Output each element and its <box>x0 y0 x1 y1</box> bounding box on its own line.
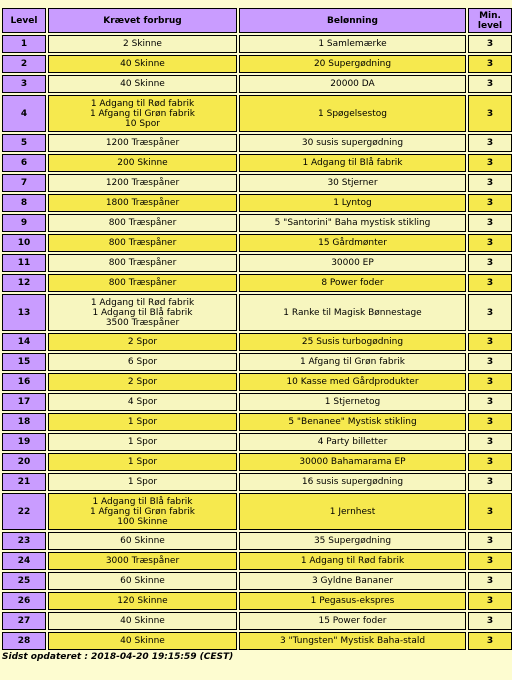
level-cell: 10 <box>2 234 46 252</box>
rewards-table <box>0 6 512 652</box>
reward-cell: 8 Power foder <box>239 274 466 292</box>
min-level-cell: 3 <box>468 552 512 570</box>
level-cell: 8 <box>2 194 46 212</box>
reward-cell: 1 Lyntog <box>239 194 466 212</box>
reward-cell: 10 Kasse med Gårdprodukter <box>239 373 466 391</box>
level-cell: 1 <box>2 35 46 53</box>
reward-cell: 30 susis supergødning <box>239 134 466 152</box>
min-level-cell: 3 <box>468 294 512 331</box>
reward-cell: 1 Ranke til Magisk Bønnestage <box>239 294 466 331</box>
header-reward: Belønning <box>239 8 466 33</box>
table-row <box>2 234 512 252</box>
reward-cell: 5 "Santorini" Baha mystisk stikling <box>239 214 466 232</box>
table-row <box>2 473 512 491</box>
level-cell: 22 <box>2 493 46 530</box>
level-cell: 23 <box>2 532 46 550</box>
cost-cell: 2 Spor <box>48 333 237 351</box>
table-row <box>2 612 512 630</box>
min-level-cell: 3 <box>468 174 512 192</box>
min-level-cell: 3 <box>468 572 512 590</box>
level-cell: 25 <box>2 572 46 590</box>
cost-cell: 120 Skinne <box>48 592 237 610</box>
table-row <box>2 413 512 431</box>
cost-cell: 1 Adgang til Rød fabrik 1 Adgang til Blå fabrik 3500 Træspåner <box>48 294 237 331</box>
cost-cell: 1200 Træspåner <box>48 134 237 152</box>
level-cell: 3 <box>2 75 46 93</box>
table-row <box>2 95 512 132</box>
cost-cell: 1 Adgang til Rød fabrik 1 Afgang til Grøn fabrik 10 Spor <box>48 95 237 132</box>
min-level-cell: 3 <box>468 55 512 73</box>
level-cell: 9 <box>2 214 46 232</box>
table-row <box>2 433 512 451</box>
header-row <box>2 8 512 33</box>
table-row <box>2 353 512 371</box>
level-cell: 4 <box>2 95 46 132</box>
level-cell: 24 <box>2 552 46 570</box>
cost-cell: 2 Spor <box>48 373 237 391</box>
level-cell: 2 <box>2 55 46 73</box>
min-level-cell: 3 <box>468 393 512 411</box>
table-row <box>2 333 512 351</box>
level-cell: 12 <box>2 274 46 292</box>
cost-cell: 4 Spor <box>48 393 237 411</box>
table-row <box>2 194 512 212</box>
cost-cell: 40 Skinne <box>48 55 237 73</box>
cost-cell: 800 Træspåner <box>48 214 237 232</box>
reward-cell: 35 Supergødning <box>239 532 466 550</box>
cost-cell: 800 Træspåner <box>48 254 237 272</box>
cost-cell: 40 Skinne <box>48 75 237 93</box>
min-level-cell: 3 <box>468 532 512 550</box>
last-updated: Sidst opdateret : 2018-04-20 19:15:59 (CEST) <box>2 652 234 662</box>
level-cell: 11 <box>2 254 46 272</box>
cost-cell: 1 Spor <box>48 413 237 431</box>
reward-cell: 15 Power foder <box>239 612 466 630</box>
cost-cell: 6 Spor <box>48 353 237 371</box>
reward-cell: 30 Stjerner <box>239 174 466 192</box>
reward-cell: 25 Susis turbogødning <box>239 333 466 351</box>
min-level-cell: 3 <box>468 194 512 212</box>
reward-cell: 1 Afgang til Grøn fabrik <box>239 353 466 371</box>
level-cell: 13 <box>2 294 46 331</box>
min-level-cell: 3 <box>468 473 512 491</box>
level-cell: 21 <box>2 473 46 491</box>
table-body <box>2 35 512 650</box>
cost-cell: 1 Spor <box>48 473 237 491</box>
cost-cell: 200 Skinne <box>48 154 237 172</box>
reward-cell: 3 Gyldne Bananer <box>239 572 466 590</box>
min-level-cell: 3 <box>468 453 512 471</box>
cost-cell: 60 Skinne <box>48 572 237 590</box>
cost-cell: 40 Skinne <box>48 612 237 630</box>
min-level-cell: 3 <box>468 592 512 610</box>
level-cell: 5 <box>2 134 46 152</box>
level-cell: 16 <box>2 373 46 391</box>
table-row <box>2 453 512 471</box>
cost-cell: 1200 Træspåner <box>48 174 237 192</box>
min-level-cell: 3 <box>468 274 512 292</box>
min-level-cell: 3 <box>468 134 512 152</box>
min-level-cell: 3 <box>468 333 512 351</box>
min-level-cell: 3 <box>468 632 512 650</box>
level-cell: 28 <box>2 632 46 650</box>
reward-cell: 20 Supergødning <box>239 55 466 73</box>
table-row <box>2 174 512 192</box>
table-row <box>2 154 512 172</box>
level-cell: 15 <box>2 353 46 371</box>
reward-cell: 1 Samlemærke <box>239 35 466 53</box>
level-cell: 14 <box>2 333 46 351</box>
reward-cell: 30000 EP <box>239 254 466 272</box>
table-row <box>2 55 512 73</box>
min-level-cell: 3 <box>468 234 512 252</box>
reward-cell: 20000 DA <box>239 75 466 93</box>
reward-cell: 5 "Benanee" Mystisk stikling <box>239 413 466 431</box>
reward-cell: 1 Stjernetog <box>239 393 466 411</box>
reward-cell: 1 Adgang til Rød fabrik <box>239 552 466 570</box>
level-cell: 19 <box>2 433 46 451</box>
reward-cell: 1 Pegasus-ekspres <box>239 592 466 610</box>
reward-cell: 15 Gårdmønter <box>239 234 466 252</box>
min-level-cell: 3 <box>468 254 512 272</box>
table-row <box>2 373 512 391</box>
table-row <box>2 134 512 152</box>
min-level-cell: 3 <box>468 75 512 93</box>
level-cell: 26 <box>2 592 46 610</box>
cost-cell: 1 Spor <box>48 433 237 451</box>
min-level-cell: 3 <box>468 154 512 172</box>
header-level: Level <box>2 8 46 33</box>
table-row <box>2 592 512 610</box>
level-cell: 7 <box>2 174 46 192</box>
reward-cell: 16 susis supergødning <box>239 473 466 491</box>
table-row <box>2 393 512 411</box>
min-level-cell: 3 <box>468 214 512 232</box>
reward-cell: 3 "Tungsten" Mystisk Baha-stald <box>239 632 466 650</box>
min-level-cell: 3 <box>468 612 512 630</box>
level-cell: 6 <box>2 154 46 172</box>
level-cell: 18 <box>2 413 46 431</box>
reward-cell: 1 Jernhest <box>239 493 466 530</box>
min-level-cell: 3 <box>468 353 512 371</box>
cost-cell: 3000 Træspåner <box>48 552 237 570</box>
table-row <box>2 254 512 272</box>
min-level-cell: 3 <box>468 35 512 53</box>
table-row <box>2 214 512 232</box>
min-level-cell: 3 <box>468 493 512 530</box>
reward-cell: 4 Party billetter <box>239 433 466 451</box>
cost-cell: 1 Adgang til Blå fabrik 1 Afgang til Grøn fabrik 100 Skinne <box>48 493 237 530</box>
reward-cell: 1 Spøgelsestog <box>239 95 466 132</box>
level-cell: 27 <box>2 612 46 630</box>
table-row <box>2 572 512 590</box>
table-row <box>2 35 512 53</box>
cost-cell: 40 Skinne <box>48 632 237 650</box>
header-min-level: Min. level <box>468 8 512 33</box>
cost-cell: 2 Skinne <box>48 35 237 53</box>
table-row <box>2 75 512 93</box>
cost-cell: 1 Spor <box>48 453 237 471</box>
cost-cell: 60 Skinne <box>48 532 237 550</box>
cost-cell: 1800 Træspåner <box>48 194 237 212</box>
cost-cell: 800 Træspåner <box>48 234 237 252</box>
level-cell: 17 <box>2 393 46 411</box>
level-cell: 20 <box>2 453 46 471</box>
header-cost: Krævet forbrug <box>48 8 237 33</box>
table-row <box>2 294 512 331</box>
cost-cell: 800 Træspåner <box>48 274 237 292</box>
table-row <box>2 632 512 650</box>
min-level-cell: 3 <box>468 373 512 391</box>
min-level-cell: 3 <box>468 413 512 431</box>
min-level-cell: 3 <box>468 433 512 451</box>
table-row <box>2 274 512 292</box>
table-row <box>2 532 512 550</box>
reward-cell: 30000 Bahamarama EP <box>239 453 466 471</box>
table-row <box>2 493 512 530</box>
table-row <box>2 552 512 570</box>
min-level-cell: 3 <box>468 95 512 132</box>
reward-cell: 1 Adgang til Blå fabrik <box>239 154 466 172</box>
